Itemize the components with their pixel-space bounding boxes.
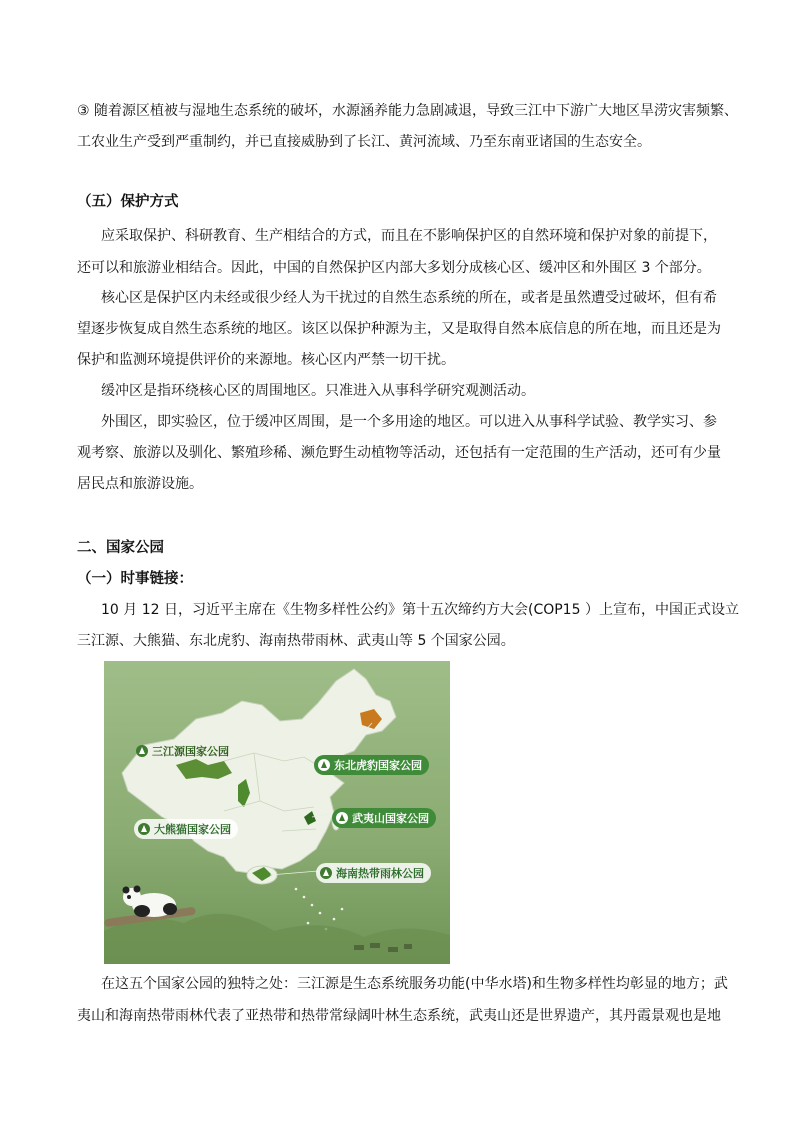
- tree-icon: [320, 867, 332, 879]
- paragraph-line: 保护和监测环境提供评价的来源地。核心区内严禁一切干扰。: [77, 352, 455, 368]
- tree-icon: [136, 745, 148, 757]
- paragraph-line: 核心区是保护区内未经或很少经人为干扰过的自然生态系统的所在，或者是虽然遭受过破坏，但有希: [101, 290, 717, 306]
- tree-icon: [318, 759, 330, 771]
- label-wuyishan: 武夷山国家公园: [332, 808, 436, 828]
- paragraph-line: 在这五个国家公园的独特之处：三江源是生态系统服务功能(中华水塔)和生物多样性均彰显的地方；武: [101, 976, 728, 992]
- paragraph-line: 工农业生产受到严重制约，并已直接威胁到了长江、黄河流域、乃至东南亚诸国的生态安全。: [77, 134, 651, 150]
- subsection-heading-news: （一）时事链接：: [77, 571, 193, 587]
- tree-icon: [336, 812, 348, 824]
- tree-icon: [138, 823, 150, 835]
- paragraph-line: 缓冲区是指环绕核心区的周围地区。只准进入从事科学研究观测活动。: [101, 383, 535, 399]
- label-hainan-rainforest: 海南热带雨林公园: [316, 863, 431, 883]
- paragraph-line: 还可以和旅游业相结合。因此，中国的自然保护区内部大多划分成核心区、缓冲区和外围区 3 个部分。: [77, 260, 711, 276]
- paragraph-line: 外围区，即实验区，位于缓冲区周围，是一个多用途的地区。可以进入从事科学试验、教学实习、参: [101, 414, 717, 430]
- section-heading-protection: （五）保护方式: [77, 194, 179, 210]
- paragraph-line: 应采取保护、科研教育、生产相结合的方式，而且在不影响保护区的自然环境和保护对象的前提下，: [101, 228, 717, 244]
- label-giant-panda: 大熊猫国家公园: [134, 819, 238, 839]
- paragraph-line: 观考察、旅游以及驯化、繁殖珍稀、濒危野生动植物等活动，还包括有一定范围的生产活动，还可有少量: [77, 445, 721, 461]
- paragraph-line: ③ 随着源区植被与湿地生态系统的破坏，水源涵养能力急剧减退，导致三江中下游广大地区旱涝灾害频繁、: [77, 103, 738, 119]
- national-parks-map-figure: [104, 661, 450, 964]
- label-dongbei-tiger: 东北虎豹国家公园: [314, 755, 429, 775]
- paragraph-line: 夷山和海南热带雨林代表了亚热带和热带常绿阔叶林生态系统，武夷山还是世界遗产，其丹霞景观也是地: [77, 1008, 721, 1024]
- paragraph-line: 三江源、大熊猫、东北虎豹、海南热带雨林、武夷山等 5 个国家公园。: [77, 633, 515, 649]
- paragraph-line: 望逐步恢复成自然生态系统的地区。该区以保护种源为主，又是取得自然本底信息的所在地，而且还是为: [77, 321, 721, 337]
- paragraph-line: 10 月 12 日，习近平主席在《生物多样性公约》第十五次缔约方大会(COP15 ）上宣布，中国正式设立: [101, 602, 739, 618]
- section-heading-national-parks: 二、国家公园: [77, 540, 164, 556]
- paragraph-line: 居民点和旅游设施。: [77, 476, 203, 492]
- label-sanjiangyuan: 三江源国家公园: [132, 741, 236, 761]
